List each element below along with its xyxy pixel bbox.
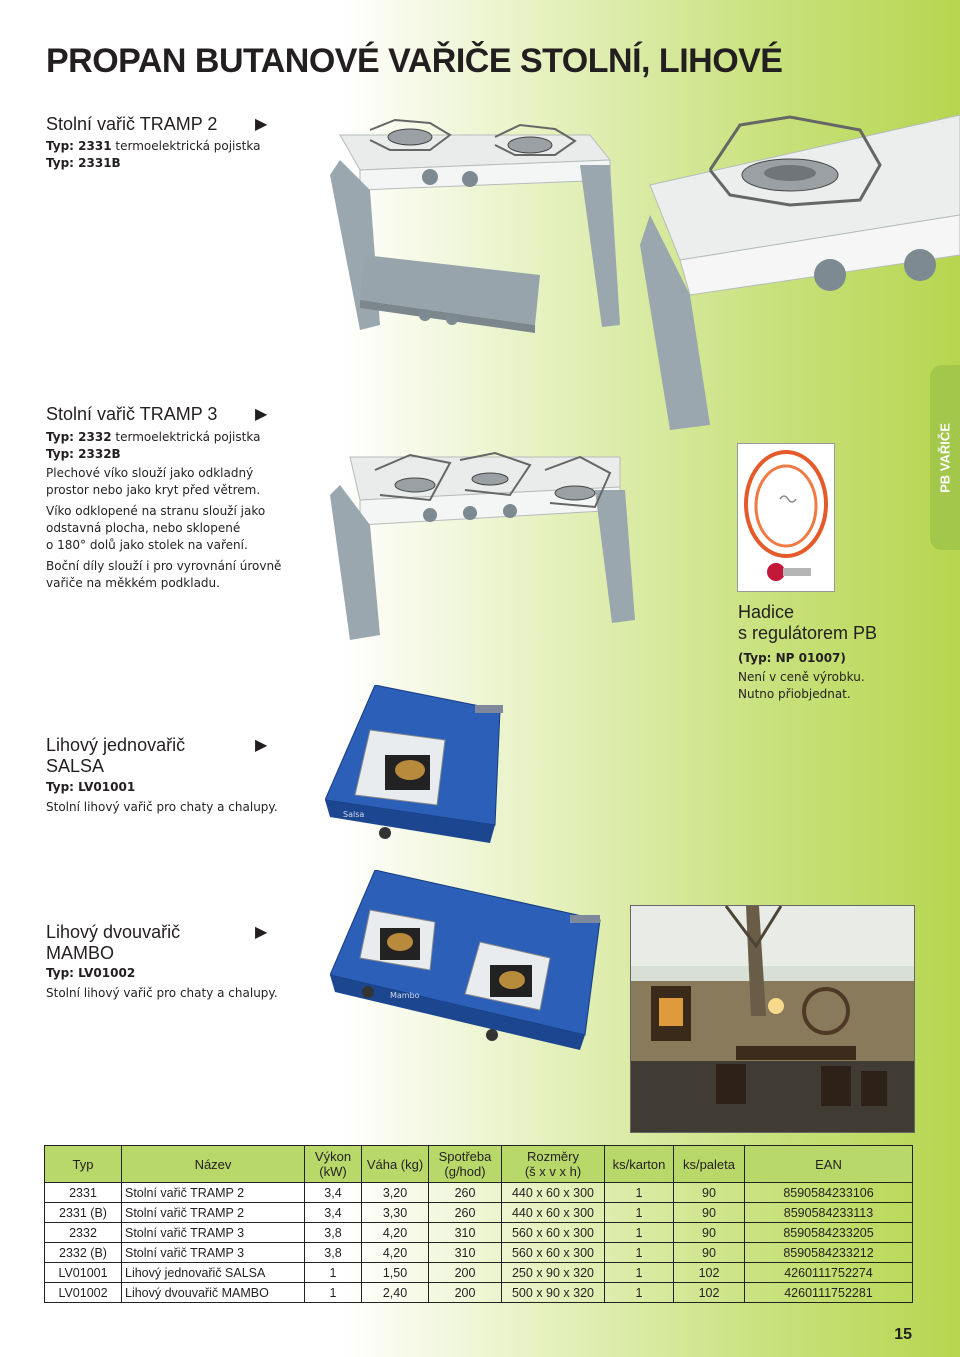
- table-row: [45, 1183, 913, 1203]
- table-header-cell: Váha (kg): [362, 1146, 429, 1183]
- tramp2-stove-image: [320, 95, 960, 430]
- table-cell: 4,20: [362, 1243, 429, 1263]
- table-header-row: [45, 1146, 913, 1183]
- table-cell: Lihový jednovařič SALSA: [122, 1263, 305, 1283]
- table-cell: 440 x 60 x 300: [502, 1203, 605, 1223]
- table-cell: 4260111752281: [745, 1283, 913, 1303]
- salsa-type: Typ: LV01001: [46, 780, 136, 794]
- table-header-cell: Výkon (kW): [305, 1146, 362, 1183]
- table-header-cell: ks/paleta: [674, 1146, 745, 1183]
- table-cell: 3,20: [362, 1183, 429, 1203]
- table-header-cell: Rozměry (š x v x h): [502, 1146, 605, 1183]
- page-number: 15: [894, 1326, 912, 1343]
- table-cell: 1: [605, 1183, 674, 1203]
- table-cell: 440 x 60 x 300: [502, 1183, 605, 1203]
- garden-photo: [630, 905, 915, 1133]
- table-row: [45, 1203, 913, 1223]
- table-row: [45, 1223, 913, 1243]
- table-header-cell: Typ: [45, 1146, 122, 1183]
- table-cell: 1: [305, 1283, 362, 1303]
- table-cell: LV01001: [45, 1263, 122, 1283]
- tramp3-title: Stolní vařič TRAMP 3: [46, 404, 218, 424]
- table-cell: Stolní vařič TRAMP 3: [122, 1223, 305, 1243]
- table-cell: 560 x 60 x 300: [502, 1223, 605, 1243]
- salsa-stove-image: [325, 685, 505, 855]
- tramp3-desc-2: Víko odklopené na stranu slouží jako odstavná plocha, nebo sklopené o 180° dolů jako stolek na vaření.: [46, 504, 266, 552]
- hose-note: Není v ceně výrobku. Nutno přiobjednat.: [738, 670, 865, 701]
- mambo-brand: Mambo: [390, 991, 420, 1000]
- arrow-icon: ▶: [255, 114, 268, 133]
- table-cell: 2331: [45, 1183, 122, 1203]
- table-cell: 250 x 90 x 320: [502, 1263, 605, 1283]
- tramp3-desc-3: Boční díly slouží i pro vyrovnání úrovně vařiče na měkkém podkladu.: [46, 559, 282, 590]
- table-cell: 200: [429, 1283, 502, 1303]
- table-cell: 1: [305, 1263, 362, 1283]
- table-cell: 90: [674, 1243, 745, 1263]
- mambo-title: Lihový dvouvařič MAMBO: [46, 922, 181, 963]
- table-cell: 3,4: [305, 1203, 362, 1223]
- table-cell: 1: [605, 1203, 674, 1223]
- tramp3-desc-1: Plechové víko slouží jako odkladný prostor nebo jako kryt před větrem.: [46, 466, 261, 497]
- arrow-icon: ▶: [255, 922, 268, 941]
- arrow-icon: ▶: [255, 404, 268, 423]
- table-cell: 4,20: [362, 1223, 429, 1243]
- table-cell: Stolní vařič TRAMP 2: [122, 1183, 305, 1203]
- table-cell: 8590584233205: [745, 1223, 913, 1243]
- table-cell: 1: [605, 1263, 674, 1283]
- table-cell: 3,8: [305, 1243, 362, 1263]
- table-header-cell: Název: [122, 1146, 305, 1183]
- mambo-type: Typ: LV01002: [46, 966, 136, 980]
- mambo-desc: Stolní lihový vařič pro chaty a chalupy.: [46, 986, 278, 1000]
- table-cell: 1: [605, 1283, 674, 1303]
- table-cell: 1: [605, 1243, 674, 1263]
- table-cell: 8590584233212: [745, 1243, 913, 1263]
- table-cell: 260: [429, 1183, 502, 1203]
- tramp2-type-2: Typ: 2331B: [46, 156, 121, 170]
- table-cell: 2,40: [362, 1283, 429, 1303]
- table-row: [45, 1283, 913, 1303]
- table-row: [45, 1263, 913, 1283]
- salsa-brand: Salsa: [343, 810, 365, 819]
- table-cell: Stolní vařič TRAMP 3: [122, 1243, 305, 1263]
- table-cell: 102: [674, 1263, 745, 1283]
- hose-image: [737, 443, 835, 592]
- table-cell: 4260111752274: [745, 1263, 913, 1283]
- salsa-title: Lihový jednovařič SALSA: [46, 735, 186, 776]
- page-title: PROPAN BUTANOVÉ VAŘIČE STOLNÍ, LIHOVÉ: [46, 42, 783, 80]
- table-cell: 500 x 90 x 320: [502, 1283, 605, 1303]
- table-row: [45, 1243, 913, 1263]
- hose-type: (Typ: NP 01007): [738, 651, 846, 665]
- table-cell: 90: [674, 1223, 745, 1243]
- arrow-icon: ▶: [255, 735, 268, 754]
- table-cell: 2332: [45, 1223, 122, 1243]
- table-cell: LV01002: [45, 1283, 122, 1303]
- table-cell: 1,50: [362, 1263, 429, 1283]
- table-cell: 8590584233106: [745, 1183, 913, 1203]
- section-tab-label: PB VAŘIČE: [937, 422, 953, 493]
- spec-table: [44, 1145, 913, 1303]
- table-cell: 310: [429, 1223, 502, 1243]
- table-header-cell: EAN: [745, 1146, 913, 1183]
- table-cell: 3,4: [305, 1183, 362, 1203]
- mambo-stove-image: [330, 870, 610, 1055]
- tramp3-type-1: Typ: 2332 termoelektrická pojistka: [46, 430, 261, 444]
- table-cell: 2332 (B): [45, 1243, 122, 1263]
- table-cell: 1: [605, 1223, 674, 1243]
- table-header-cell: Spotřeba (g/hod): [429, 1146, 502, 1183]
- table-cell: Lihový dvouvařič MAMBO: [122, 1283, 305, 1303]
- table-cell: 90: [674, 1183, 745, 1203]
- tramp3-type-2: Typ: 2332B: [46, 447, 121, 461]
- table-cell: 102: [674, 1283, 745, 1303]
- table-cell: 3,30: [362, 1203, 429, 1223]
- table-cell: 560 x 60 x 300: [502, 1243, 605, 1263]
- hose-title: Hadice s regulátorem PB: [738, 602, 878, 643]
- tramp3-stove-image: [320, 445, 640, 640]
- table-cell: 200: [429, 1263, 502, 1283]
- tramp2-title: Stolní vařič TRAMP 2: [46, 114, 218, 134]
- table-cell: 8590584233113: [745, 1203, 913, 1223]
- table-cell: 2331 (B): [45, 1203, 122, 1223]
- table-cell: 260: [429, 1203, 502, 1223]
- table-cell: 3,8: [305, 1223, 362, 1243]
- tramp2-type-1: Typ: 2331 termoelektrická pojistka: [46, 139, 261, 153]
- table-cell: 310: [429, 1243, 502, 1263]
- table-cell: 90: [674, 1203, 745, 1223]
- table-cell: Stolní vařič TRAMP 2: [122, 1203, 305, 1223]
- table-header-cell: ks/karton: [605, 1146, 674, 1183]
- salsa-desc: Stolní lihový vařič pro chaty a chalupy.: [46, 800, 278, 814]
